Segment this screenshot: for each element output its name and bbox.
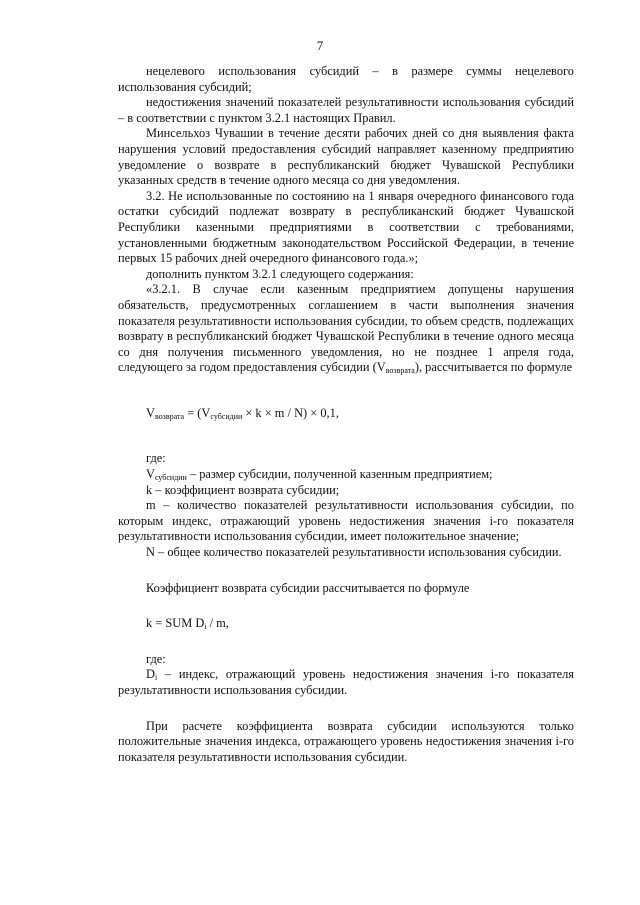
where-label-2: где: [146, 651, 166, 666]
def-d-subscript: i [154, 673, 158, 683]
paragraph-notification: Минсельхоз Чувашии в течение десяти рабочих дней со дня выявления факта нарушения условий предоставления субсидий направляет казенному предприятию уведомление о возврате в республиканский бюджет Чувашской Республики указанных средств в течение одного месяца со дня уведомления. [118, 126, 574, 188]
def-d-text: – индекс, отражающий уровень недостижения значения i-го показателя результативности использования субсидии. [118, 667, 574, 697]
where-label-1: где: [146, 451, 166, 466]
formula2-end: / m, [206, 616, 229, 631]
formula2-sub-i: i [204, 622, 207, 632]
def-v-subscript: субсидии [154, 473, 187, 483]
definition-m: m – количество показателей результативности использования субсидии, по которым индекс, отражающий уровень недостижения значения i-го показателя результативности использования субсидии, имеет положительное значение; [118, 498, 574, 544]
formula-sub-vozvrata: возврата [154, 411, 185, 421]
definition-v-subsidy [118, 467, 574, 483]
formula-mid: = (V [184, 405, 211, 420]
formula-sub-subsidii: субсидии [210, 411, 243, 421]
paragraph-3-2-1-text: «3.2.1. В случае если казенным предприятием допущены нарушения обязательств, предусмотренных соглашением в части выполнения значения показателя результативности использования субсидии, то объем средств, подлежащих возврату в республиканский бюджет Чувашской Республики в течение одного месяца со дня получения письменного уведомления, но не позднее 1 апреля года, следующего за годом предоставления субсидии (V [118, 282, 574, 375]
formula-end: × k × m / N) × 0,1, [242, 405, 339, 420]
def-d-symbol: D [146, 667, 155, 682]
document-body [118, 64, 574, 765]
paragraph-3-2-1 [118, 282, 574, 376]
paragraph-final: При расчете коэффициента возврата субсидии используются только положительные значения индекса, отражающего уровень недостижения значения i-го показателя результативности использования субсидии. [118, 718, 574, 764]
page-number: 7 [316, 38, 324, 53]
formula-coefficient [118, 616, 574, 632]
paragraph-misuse: нецелевого использования субсидий – в размере суммы нецелевого использования субсидий; [118, 64, 574, 94]
spacer [118, 596, 574, 616]
paragraph-3-2-1-end: ), рассчитывается по формуле [414, 360, 573, 375]
def-v-symbol: V [146, 467, 155, 482]
spacer [118, 561, 574, 581]
formula-v: V [146, 405, 155, 420]
formula-return-volume [118, 406, 574, 422]
coefficient-intro: Коэффициент возврата субсидии рассчитывается по формуле [146, 580, 470, 595]
spacer [118, 421, 574, 451]
paragraph-nonachievement: недостижения значений показателей результативности использования субсидий – в соответствии с пунктом 3.2.1 настоящих Правил. [118, 95, 574, 125]
definition-n: N – общее количество показателей результативности использования субсидии. [146, 545, 562, 560]
formula2-start: k = SUM D [146, 616, 205, 631]
spacer [118, 699, 574, 719]
definition-k: k – коэффициент возврата субсидии; [146, 482, 340, 497]
def-v-text: – размер субсидии, полученной казенным предприятием; [186, 467, 493, 482]
paragraph-3-2: 3.2. Не использованные по состоянию на 1 января очередного финансового года остатки субсидий подлежат возврату в республиканский бюджет Чувашской Республики казенными предприятиями в соответствии с требованиями, установленными бюджетным законодательством Российской Федерации, в течение первых 15 рабочих дней очередного финансового года.»; [118, 188, 574, 266]
subscript-vozvrata: возврата [385, 366, 415, 376]
spacer [118, 376, 574, 406]
spacer [118, 632, 574, 652]
paragraph-add-3-2-1: дополнить пунктом 3.2.1 следующего содержания: [146, 266, 414, 281]
definition-d [118, 667, 574, 698]
